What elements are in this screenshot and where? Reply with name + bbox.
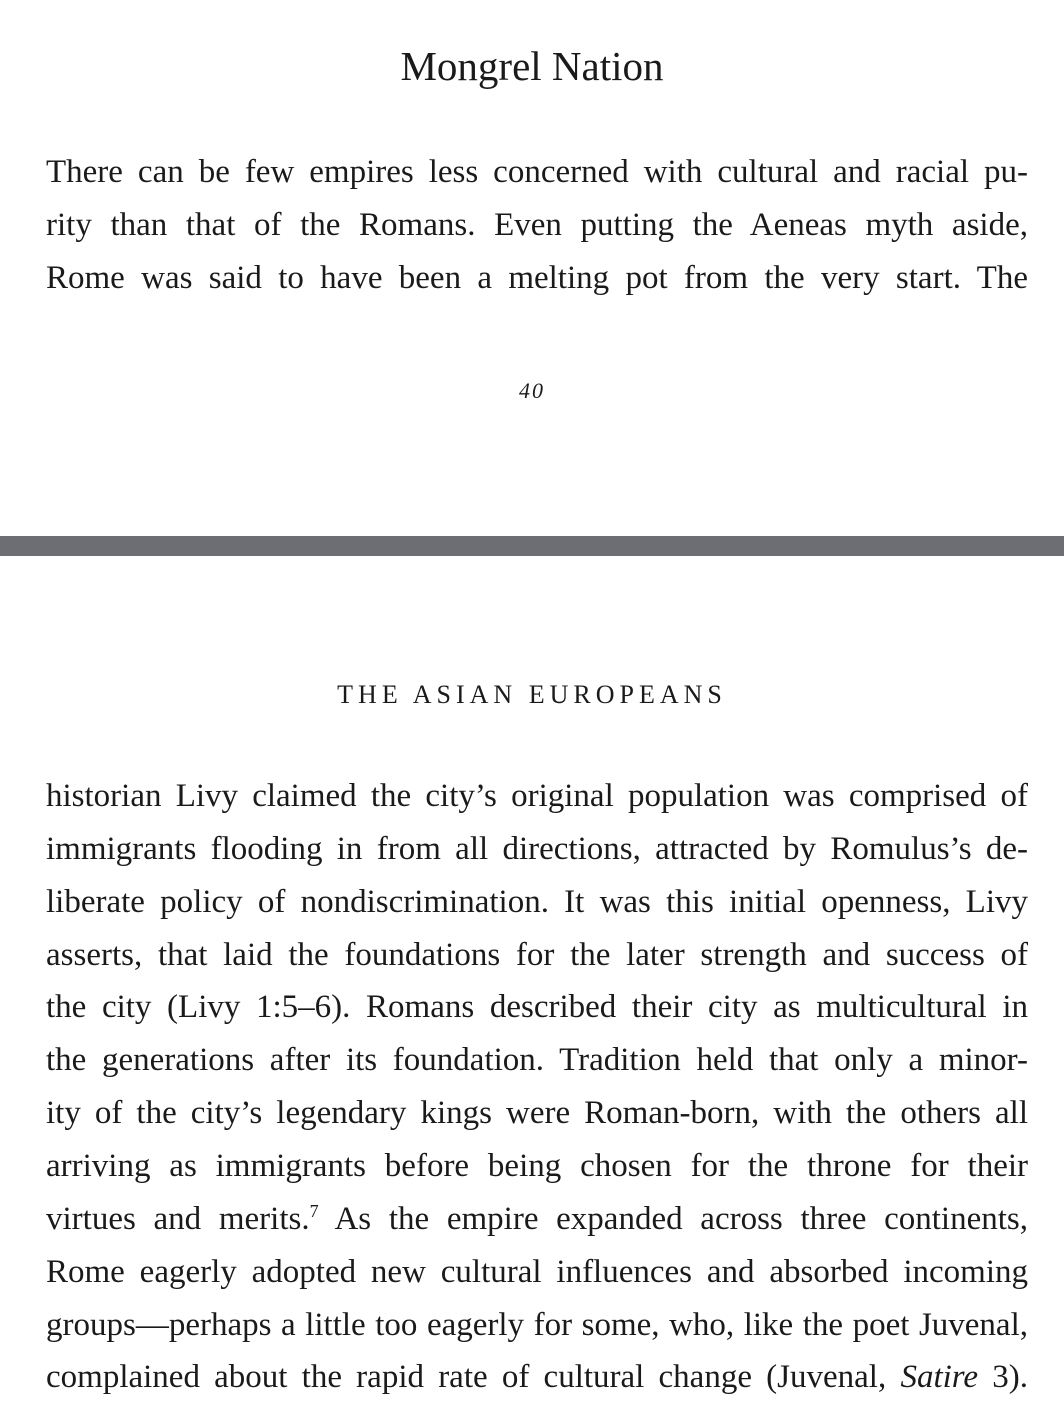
body-line: liberate policy of nondiscrimination. It was this initial openness, Livy	[46, 884, 1028, 920]
body-line: There can be few empires less concerned with cultural and racial pu-	[46, 154, 1028, 190]
body-text: 3).	[978, 1359, 1028, 1395]
body-line: the generations after its foundation. Tradition held that only a minor-	[46, 1042, 1028, 1078]
page-divider	[0, 536, 1064, 558]
work-title: Satire	[900, 1359, 979, 1395]
body-line: Rome eagerly adopted new cultural influences and absorbed incoming	[46, 1254, 1028, 1290]
body-line: ity of the city’s legendary kings were Roman-born, with the others all	[46, 1095, 1028, 1131]
body-line: rity than that of the Romans. Even putting the Aeneas myth aside,	[46, 207, 1028, 243]
page-number: 40	[519, 378, 545, 403]
body-line: the city (Livy 1:5–6). Romans described their city as multicultural in	[46, 989, 1028, 1025]
body-line: asserts, that laid the foundations for the later strength and success of	[46, 937, 1028, 973]
body-line: historian Livy claimed the city’s original population was comprised of	[46, 778, 1028, 814]
top-page	[0, 0, 1064, 536]
body-text: As the empire expanded across three continents,	[318, 1201, 1028, 1237]
body-line-last	[46, 1359, 1028, 1396]
footnote-marker[interactable]: 7	[309, 1201, 319, 1221]
body-line: Rome was said to have been a melting pot from the very start. The	[46, 260, 1028, 296]
page-divider-bar	[0, 536, 1064, 556]
chapter-title: Mongrel Nation	[400, 43, 664, 89]
body-line: arriving as immigrants before being chosen for the throne for their	[46, 1148, 1028, 1184]
running-head: THE ASIAN EUROPEANS	[337, 680, 727, 709]
body-line: groups—perhaps a little too eagerly for some, who, like the poet Juvenal,	[46, 1307, 1028, 1343]
body-line-with-footnote	[46, 1201, 1028, 1238]
body-text: complained about the rapid rate of cultural change (Juvenal,	[46, 1359, 901, 1395]
body-line: immigrants flooding in from all directions, attracted by Romulus’s de-	[46, 831, 1028, 867]
body-text: virtues and merits.	[46, 1201, 310, 1237]
